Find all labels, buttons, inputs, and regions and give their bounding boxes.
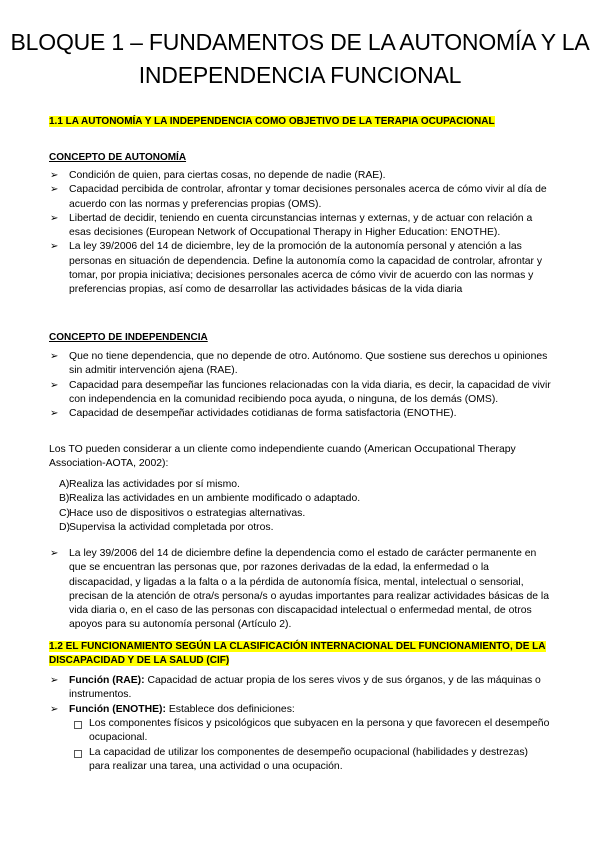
list-item [49,703,551,717]
document-title: BLOQUE 1 – FUNDAMENTOS DE LA AUTONOMÍA Y LA INDEPENDENCIA FUNCIONAL [10,29,590,88]
list-item: ➢ La ley 39/2006 del 14 de diciembre define la dependencia como el estado de carácter permanente en que se encuentran las personas que, por razones derivadas de la edad, la enfermedad o la discapacidad, y ligadas a la falta o a la pérdida de autonomía física, mental, intelectual o sensorial, precisan de la atención de otra/s persona/s o ayudas importantes para realizar actividades básicas de la vida diaria o, en el caso de las personas con discapacidad intelectual o enfermedad mental, de otros apoyos para su autonomía personal (Artículo 2). [49,547,551,633]
list-letter: B) [59,493,70,505]
list-item: ➢ Capacidad percibida de controlar, afrontar y tomar decisiones personales acerca de cómo vivir al día de acuerdo con las normas y preferencias propias (OMS). [49,183,551,212]
dependence-law-list [49,547,551,633]
section-1-heading-text: 1.1 LA AUTONOMÍA Y LA INDEPENDENCIA COMO OBJETIVO DE LA TERAPIA OCUPACIONAL [49,116,495,127]
list-letter: D) [59,521,70,533]
section-1-heading [49,115,551,129]
list-item: ➢ Capacidad para desempeñar las funciones relacionadas con la vida diaria, es decir, la capacidad de vivir con independencia en la comunidad recibiendo poca ayuda, o ninguna, de los demás (OMS). [49,379,551,408]
list-item [49,478,551,492]
list-item: ➢ Libertad de decidir, teniendo en cuenta circunstancias internas y externas, y de actuar con relación a esas decisiones (European Network of Occupational Therapy in Higher Education: ENOTHE). [49,212,551,241]
section-2-heading-text: 1.2 EL FUNCIONAMIENTO SEGÚN LA CLASIFICACIÓN INTERNACIONAL DEL FUNCIONAMIENTO, DE LA DISCAPACIDAD Y DE LA SALUD (CIF) [49,641,546,667]
enothe-sublist [49,717,551,774]
function-list [49,674,551,717]
list-letter: C) [59,507,70,519]
independence-subheading [49,331,551,345]
list-item [49,521,551,535]
list-text: Hace uso de dispositivos o estrategias alternativas. [69,507,306,519]
list-item: Los componentes físicos y psicológicos que subyacen en la persona y que favorecen el desempeño ocupacional. [49,717,551,746]
criteria-list [49,478,551,535]
list-item: ➢ Capacidad de desempeñar actividades cotidianas de forma satisfactoria (ENOTHE). [49,407,551,421]
list-item [49,674,551,703]
list-item [49,507,551,521]
list-item [49,492,551,506]
list-item: La capacidad de utilizar los componentes de desempeño ocupacional (habilidades y destrezas) para realizar una tarea, una actividad o una ocupación. [49,746,551,775]
list-item: ➢ La ley 39/2006 del 14 de diciembre, ley de la promoción de la autonomía personal y atención a las personas en situación de dependencia. Define la autonomía como la capacidad de controlar, afrontar y tomar, por propia iniciativa; decisiones personales acerca de cómo vivir de acuerdo con las normas y preferencias propias, así como de desarrollar las actividades básicas de la vida diaria [49,240,551,297]
function-enothe-label: Función (ENOTHE): [69,703,166,715]
section-2-heading [49,640,551,669]
list-text: Realiza las actividades en un ambiente modificado o adaptado. [69,493,361,505]
independence-list [49,350,551,421]
independence-subheading-text: CONCEPTO DE INDEPENDENCIA [49,332,208,343]
list-text: Realiza las actividades por sí mismo. [69,479,240,490]
function-rae-text: Capacidad de actuar propia de los seres vivos y de sus órganos, y de las máquinas o instrumentos. [69,675,541,701]
list-item: ➢ Que no tiene dependencia, que no depende de otro. Autónomo. Que sostiene sus derechos u opiniones sin admitir intervención ajena (RAE). [49,350,551,379]
list-item: ➢ Condición de quien, para ciertas cosas, no depende de nadie (RAE). [49,169,551,183]
function-enothe-text: Establece dos definiciones: [165,703,295,715]
list-letter: A) [59,479,70,490]
list-text: Supervisa la actividad completada por otros. [69,521,274,533]
to-paragraph: Los TO pueden considerar a un cliente como independiente cuando (American Occupational Therapy Association-AOTA, 2002): [49,444,516,470]
function-rae-label: Función (RAE): [69,675,145,686]
autonomy-subheading-text: CONCEPTO DE AUTONOMÍA [49,152,187,163]
autonomy-subheading [49,151,551,165]
autonomy-list [49,169,551,298]
